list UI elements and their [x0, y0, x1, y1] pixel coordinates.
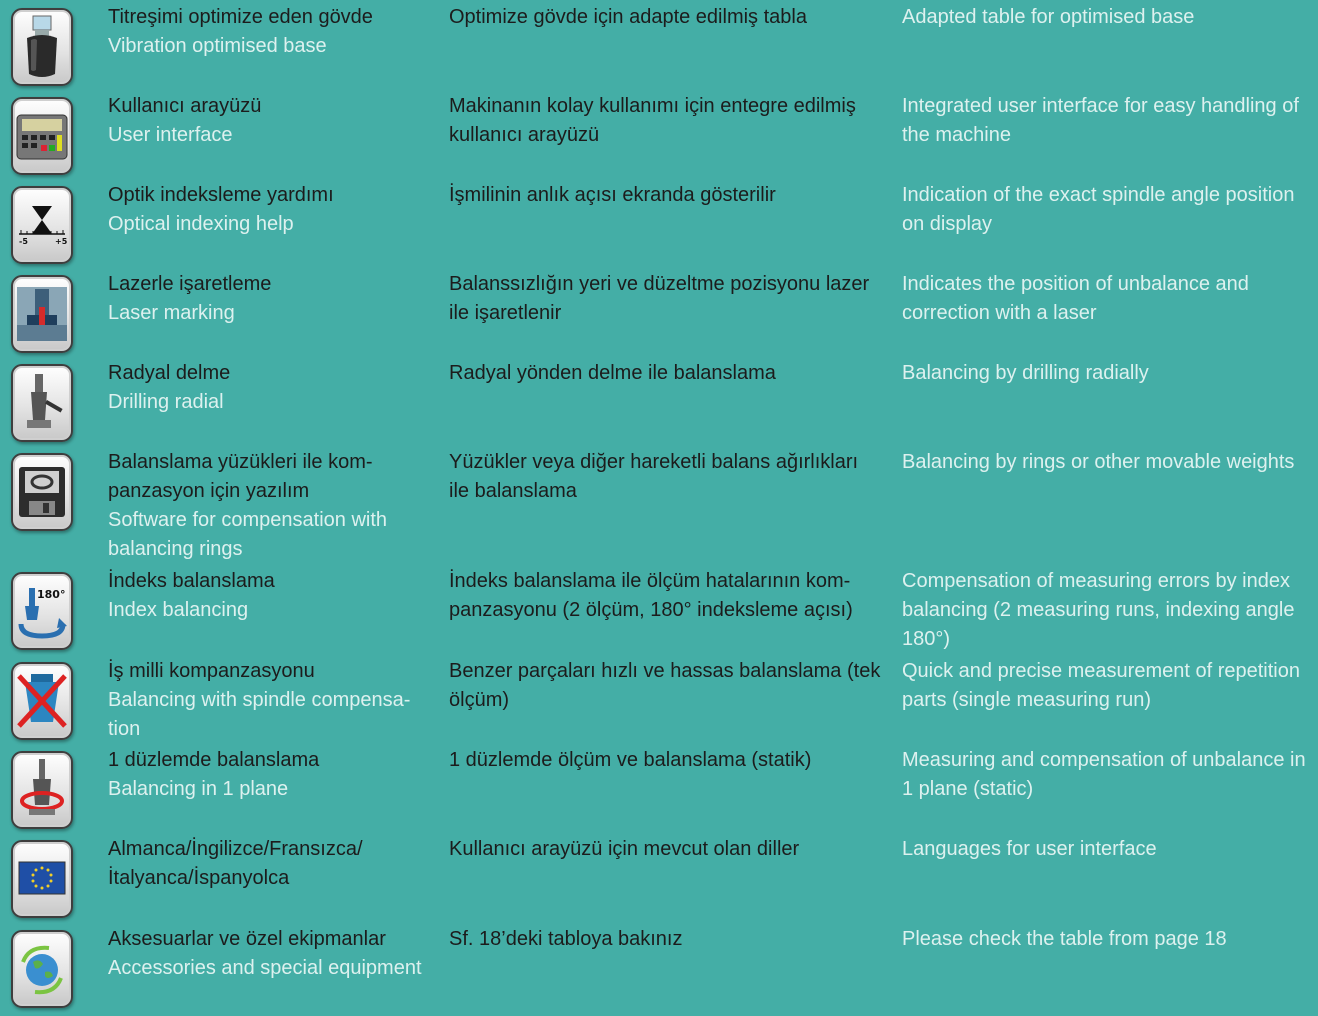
eu-flag-icon: [11, 840, 73, 918]
description-tr: 1 düzlemde ölçüm ve balanslama (statik): [449, 749, 812, 771]
vibration-base-icon: [11, 8, 73, 86]
feature-title-en: Optical indexing help: [108, 213, 294, 235]
one-plane-icon: [11, 751, 73, 829]
description-tr: Benzer parçaları hızlı ve hassas balanslama (tek ölçüm): [449, 660, 881, 711]
description-en: Quick and precise measurement of repetition parts (single measuring run): [902, 660, 1300, 711]
description-tr: Optimize gövde için adapte edilmiş tabla: [449, 6, 807, 28]
feature-title-tr: Lazerle işaretleme: [108, 273, 272, 295]
description-tr: İndeks balanslama ile ölçüm hatalarının kom-panzasyonu (2 ölçüm, 180° indeksleme açısı): [449, 570, 853, 621]
indexing-scale-icon: [11, 186, 73, 264]
description-tr: Makinanın kolay kullanımı için entegre edilmiş kullanıcı arayüzü: [449, 95, 856, 146]
description-en: Indication of the exact spindle angle position on display: [902, 184, 1295, 235]
description-en: Balancing by drilling radially: [902, 362, 1149, 384]
feature-title-en: Laser marking: [108, 302, 235, 324]
feature-title-tr: Titreşimi optimize eden gövde: [108, 6, 373, 28]
feature-title-tr: Radyal delme: [108, 362, 231, 384]
description-en: Compensation of measuring errors by index balancing (2 measuring runs, indexing angle 180°): [902, 570, 1295, 650]
keypad-interface-icon: [11, 97, 73, 175]
feature-title-en: Accessories and special equipment: [108, 957, 422, 979]
description-en: Integrated user interface for easy handling of the machine: [902, 95, 1299, 146]
description-en: Please check the table from page 18: [902, 928, 1227, 950]
feature-title-en: Balancing in 1 plane: [108, 778, 289, 800]
accessories-globe-icon: [11, 930, 73, 1008]
description-en: Indicates the position of unbalance and correction with a laser: [902, 273, 1249, 324]
feature-title-tr: Aksesuarlar ve özel ekipmanlar: [108, 928, 386, 950]
svg-text:+5: +5: [55, 237, 68, 246]
feature-title-tr: İndeks balanslama: [108, 570, 275, 592]
description-en: Balancing by rings or other movable weights: [902, 451, 1295, 473]
feature-title-en: Software for compensation with balancing rings: [108, 509, 388, 560]
feature-title-en: Drilling radial: [108, 391, 224, 413]
description-tr: Radyal yönden delme ile balanslama: [449, 362, 776, 384]
description-tr: İşmilinin anlık açısı ekranda gösterilir: [449, 184, 776, 206]
description-tr: Sf. 18’deki tabloya bakınız: [449, 928, 683, 950]
feature-title-tr: İş milli kompanzasyonu: [108, 660, 315, 682]
description-en: Languages for user interface: [902, 838, 1157, 860]
feature-title-tr: Kullanıcı arayüzü: [108, 95, 262, 117]
feature-title-en: Index balancing: [108, 599, 249, 621]
feature-title-tr: Almanca/İngilizce/Fransızca/İtalyanca/İspanyolca: [108, 838, 363, 889]
drill-icon: [11, 364, 73, 442]
index-180-icon: [11, 572, 73, 650]
description-en: Adapted table for optimised base: [902, 6, 1195, 28]
description-tr: Kullanıcı arayüzü için mevcut olan diller: [449, 838, 800, 860]
feature-title-en: User interface: [108, 124, 233, 146]
description-tr: Yüzükler veya diğer hareketli balans ağırlıkları ile balanslama: [449, 451, 859, 502]
feature-title-en: Vibration optimised base: [108, 35, 327, 57]
description-en: Measuring and compensation of unbalance in 1 plane (static): [902, 749, 1306, 800]
floppy-disk-icon: [11, 453, 73, 531]
index-angle-label: 180°: [37, 588, 66, 601]
description-tr: Balanssızlığın yeri ve düzeltme pozisyonu lazer ile işaretlenir: [449, 273, 870, 324]
feature-title-tr: Balanslama yüzükleri ile kom-panzasyon için yazılım: [108, 451, 373, 502]
spindle-crossed-icon: [11, 662, 73, 740]
laser-marking-icon: [11, 275, 73, 353]
feature-title-tr: Optik indeksleme yardımı: [108, 184, 334, 206]
feature-title-tr: 1 düzlemde balanslama: [108, 749, 320, 771]
svg-text:-5: -5: [19, 237, 28, 246]
feature-title-en: Balancing with spindle compensa-tion: [108, 689, 411, 740]
